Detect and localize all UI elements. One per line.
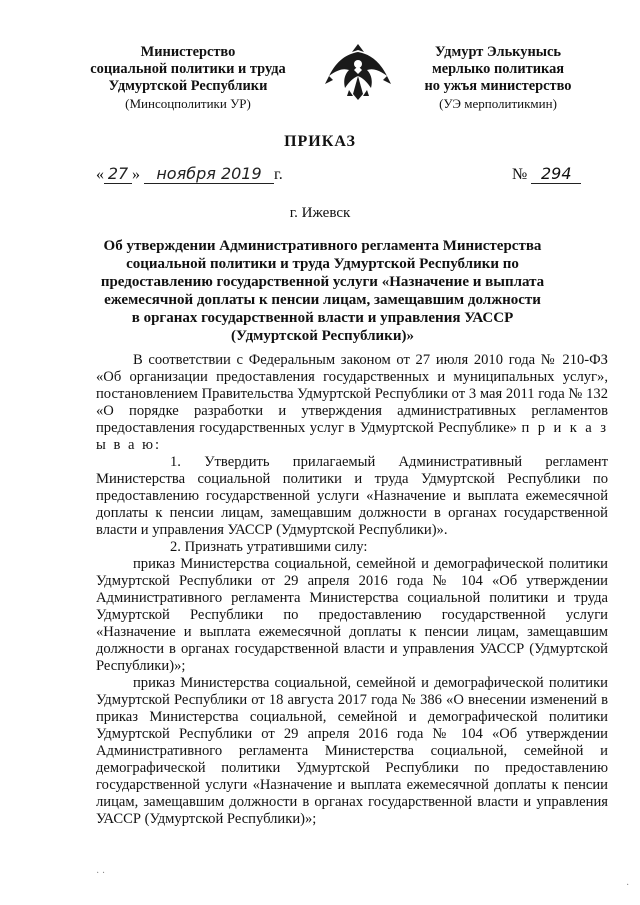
date-suffix: г.: [274, 166, 283, 183]
ministry-abbr: (Минсоцполитики УР): [125, 96, 251, 111]
item-1-number: 1.: [170, 454, 181, 470]
item-2-subitem-a: приказ Министерства социальной, семейной и демографической политики Удмуртской Республики от 29 апреля 2016 года № 104 «Об утверждении Административного регламента Министерства социальной политики и труда Удмуртской Республики по предоставлению государственной услуги «Назначение и выплата ежемесячной доплаты к пенсии лицам, замещавшим должности в органах государственной власти и управления УАССР (Удмуртской Республики)»;: [96, 556, 608, 674]
scan-mark: · ·: [96, 868, 106, 879]
ministry-name-line3: Удмуртской Республики: [108, 78, 268, 94]
date-open-quote: «: [96, 166, 104, 183]
right-header: [398, 44, 598, 112]
document-body: [96, 352, 608, 828]
date-day: 27: [104, 164, 132, 184]
order-title: ПРИКАЗ: [284, 133, 356, 150]
ministry-name-line2: социальной политики и труда: [90, 61, 286, 77]
order-number: [512, 164, 581, 184]
city: г. Ижевск: [289, 205, 351, 221]
item-2-text: Признать утратившими силу:: [184, 539, 368, 555]
number-value: 294: [531, 164, 581, 184]
item-1-text: Утвердить прилагаемый Административный регламент Министерства социальной политики и труда Удмуртской Республики по предоставлению государственной услуги «Назначение и выплата ежемесячной доплаты к пенсии лицам, замещавшим должности в органах государственной власти и управления УАССР (Удмуртской Республики)».: [96, 454, 608, 538]
preamble-verb: п р и к а з ы в а ю:: [96, 420, 608, 453]
number-prefix: №: [512, 166, 528, 183]
coat-of-arms-icon: [323, 40, 393, 104]
left-header: [68, 44, 308, 112]
emblem-svg: [323, 40, 393, 104]
document-title: Об утверждении Административного регламента Министерства социальной политики и труда Удмуртской Республики по предоставлению государственной услуги «Назначение и выплата ежемесячной доплаты к пенсии лицам, замещавшим должности в органах государственной власти и управления УАССР (Удмуртской Республики)»: [100, 238, 545, 344]
item-2: [96, 539, 608, 556]
ministry-name-line1: Министерство: [140, 44, 236, 60]
ministry-udm-abbr: (УЭ мерполитикмин): [439, 96, 557, 111]
date-month-year: ноября 2019: [144, 164, 274, 184]
scan-mark: ·: [626, 880, 630, 891]
ministry-udm-line1: Удмурт Элькунысь: [435, 44, 561, 60]
preamble-main: В соответствии с Федеральным законом от 27 июля 2010 года № 210-ФЗ «Об организации предоставления государственных и муниципальных услуг», постановлением Правительства Удмуртской Республики от 3 мая 2011 года № 132 «О порядке разработки и утверждения административных регламентов предоставления государственных услуг в Удмуртской Республике»: [96, 352, 608, 436]
ministry-udm-line2: мерлыко политикая: [431, 61, 565, 77]
item-2-number: 2.: [170, 539, 181, 555]
preamble: [96, 352, 608, 454]
date-close-quote: »: [132, 166, 140, 183]
item-1: [96, 454, 608, 539]
ministry-udm-line3: но ужъя министерство: [424, 78, 572, 94]
item-2-subitem-b: приказ Министерства социальной, семейной и демографической политики Удмуртской Республики от 18 августа 2017 года № 386 «О внесении изменений в приказ Министерства социальной, семейной и демографической политики Удмуртской Республики от 29 апреля 2016 года № 104 «Об утверждении Административного регламента Министерства социальной, семейной и демографической политики Удмуртской Республики по предоставлению государственной услуги «Назначение и выплата ежемесячной доплаты к пенсии лицам, замещавшим должности в органах государственной власти и управления УАССР (Удмуртской Республики)»;: [96, 675, 608, 827]
order-date: [96, 164, 283, 184]
